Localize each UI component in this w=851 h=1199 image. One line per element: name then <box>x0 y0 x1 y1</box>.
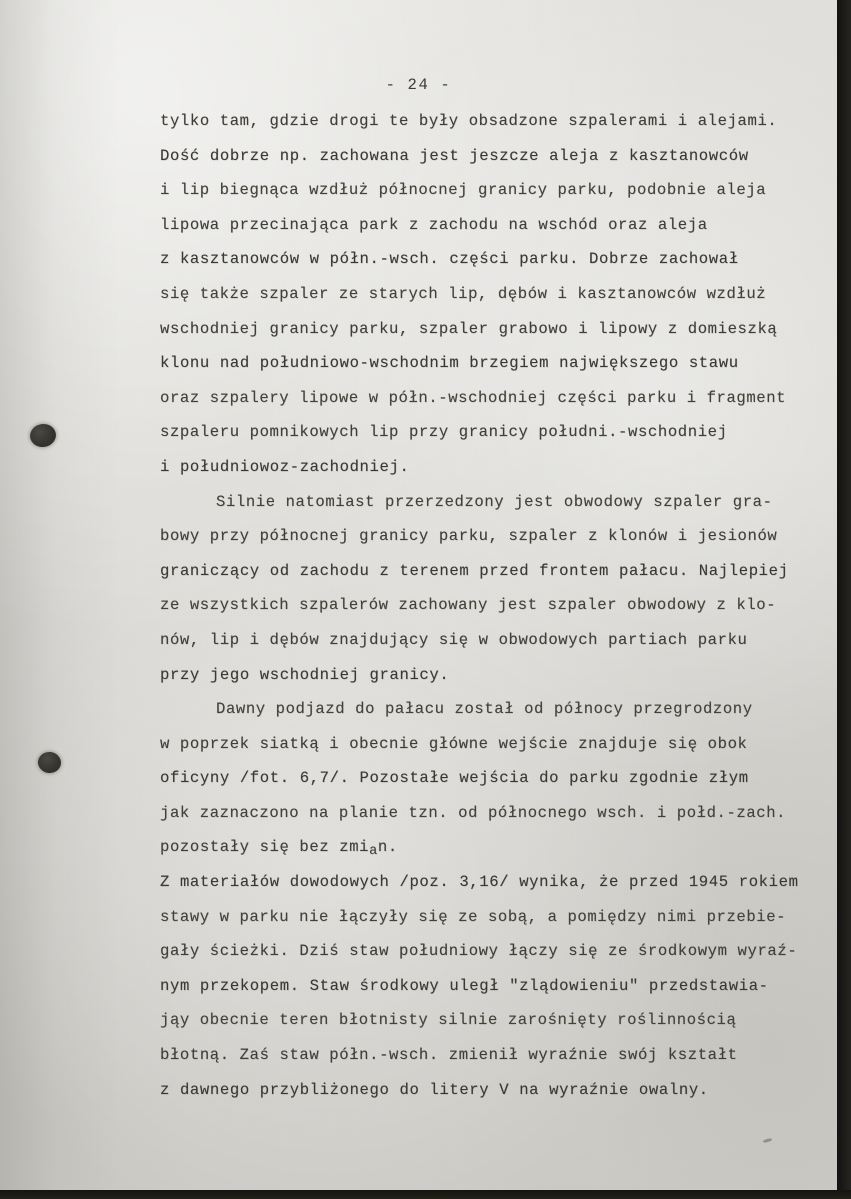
typed-paragraph-block <box>160 104 850 1107</box>
binding-gutter-shadow <box>0 0 120 1190</box>
typed-line: oraz szpalery lipowe w półn.-wschodniej części parku i fragment <box>160 388 787 407</box>
typed-line: jak zaznaczono na planie tzn. od północnego wsch. i połd.-zach. <box>160 803 787 822</box>
typed-line: i południowoz-zachodniej. <box>160 457 410 476</box>
typed-line: klonu nad południowo-wschodnim brzegiem największego stawu <box>160 354 739 373</box>
typed-line: lipowa przecinająca park z zachodu na wschód oraz aleja <box>160 215 708 234</box>
typed-line: Dawny podjazd do pałacu został od północy przegrodzony <box>216 700 753 719</box>
typed-line: pozostały się bez zmian. <box>160 830 850 865</box>
typed-line: z kasztanowców w półn.-wsch. części parku. Dobrze zachował <box>160 250 739 269</box>
typed-line: nów, lip i dębów znajdujący się w obwodowych partiach parku <box>160 630 748 649</box>
typed-line: bowy przy północnej granicy parku, szpaler z klonów i jesionów <box>160 527 778 546</box>
typed-line: błotną. Zaś staw półn.-wsch. zmienił wyraźnie swój kształt <box>160 1046 738 1065</box>
typed-line: Z materiałów dowodowych /poz. 3,16/ wynika, że przed 1945 rokiem <box>160 873 799 892</box>
typed-line: gały ścieżki. Dziś staw południowy łączy się ze środkowym wyraź- <box>160 942 798 961</box>
hole-punch-mark-bottom <box>37 751 62 774</box>
misaligned-character: a <box>369 844 378 860</box>
hole-punch-mark-top <box>29 422 58 448</box>
typed-line: szpaleru pomnikowych lip przy granicy południ.-wschodniej <box>160 423 728 442</box>
typed-line: ze wszystkich szpalerów zachowany jest szpaler obwodowy z klo- <box>160 596 777 615</box>
typed-line: jąy obecnie teren błotnisty silnie zarośnięty roślinnością <box>160 1011 737 1030</box>
typed-line: wschodniej granicy parku, szpaler grabowo i lipowy z domieszką <box>160 319 778 338</box>
typed-line: oficyny /fot. 6,7/. Pozostałe wejścia do parku zgodnie złym <box>160 769 749 788</box>
ink-speck-mark <box>763 1138 772 1143</box>
typed-line: przy jego wschodniej granicy. <box>160 665 450 684</box>
typed-line: się także szpaler ze starych lip, dębów i kasztanowców wzdłuż <box>160 284 767 303</box>
typed-line: z dawnego przybliżonego do litery V na wyraźnie owalny. <box>160 1080 709 1099</box>
typed-line: nym przekopem. Staw środkowy uległ "zlądowieniu" przedstawia- <box>160 976 769 995</box>
typed-line: Dość dobrze np. zachowana jest jeszcze aleja z kasztanowców <box>160 146 749 165</box>
typed-line: graniczący od zachodu z terenem przed frontem pałacu. Najlepiej <box>160 561 789 580</box>
typed-line: i lip biegnąca wzdłuż północnej granicy parku, podobnie aleja <box>160 181 767 200</box>
typed-line: stawy w parku nie łączyły się ze sobą, a pomiędzy nimi przebie- <box>160 907 787 926</box>
typed-line: tylko tam, gdzie drogi te były obsadzone szpalerami i alejami. <box>160 112 778 130</box>
page-number: - 24 - <box>385 76 452 94</box>
typed-line: Silnie natomiast przerzedzony jest obwodowy szpaler gra- <box>216 492 773 511</box>
scan-edge-bottom <box>0 1190 851 1199</box>
scan-edge-right <box>837 0 851 1199</box>
typed-line: w poprzek siatką i obecnie główne wejście znajduje się obok <box>160 734 748 753</box>
